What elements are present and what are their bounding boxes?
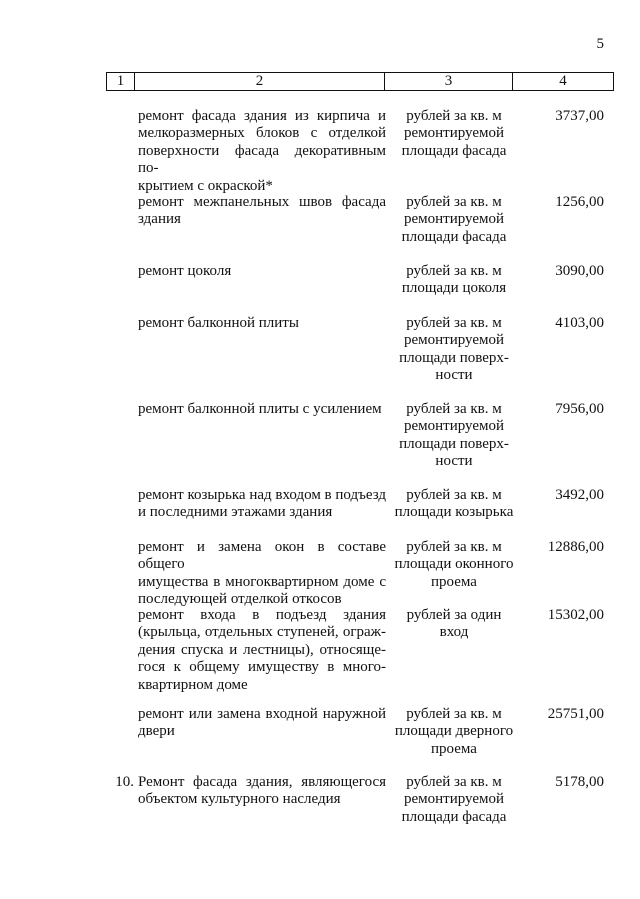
header-cell-3: 3	[385, 73, 513, 91]
description-line: ремонт межпанельных швов фасада	[138, 194, 386, 210]
unit-line: рублей за кв. м	[406, 539, 502, 555]
description-line: двери	[138, 723, 175, 740]
unit-line: ремонтируемой	[403, 332, 505, 349]
price-value: 15302,00	[547, 607, 604, 623]
unit-line: рублей за кв. м	[406, 774, 502, 790]
unit-line: ремонтируемой	[403, 791, 505, 808]
description-line: гося к общему имуществу в много-	[138, 659, 386, 676]
unit-line: площади поверх-	[399, 349, 509, 366]
work-description	[138, 401, 386, 418]
description-line: (крыльца, отдельных ступеней, ограж-	[138, 624, 386, 641]
unit-of-measure	[392, 706, 516, 758]
work-description	[138, 487, 386, 522]
description-line: ремонт или замена входной наружной	[138, 706, 386, 722]
work-description	[138, 706, 386, 741]
unit-line: площади фасада	[401, 142, 507, 159]
price-value: 1256,00	[555, 194, 604, 210]
description-line: поверхности фасада декоративным по-	[138, 142, 386, 177]
work-description	[138, 607, 386, 694]
price-value: 12886,00	[547, 539, 604, 555]
description-line: ремонт балконной плиты с усилением	[138, 401, 382, 417]
page-number: 5	[596, 36, 604, 52]
description-line: крытием с окраской*	[138, 177, 273, 194]
description-line: последующей отделкой откосов	[138, 591, 342, 608]
price-value: 3492,00	[555, 487, 604, 503]
price-value: 7956,00	[555, 401, 604, 417]
unit-line: рублей за кв. м	[406, 108, 502, 124]
unit-line: площади фасада	[401, 808, 507, 825]
description-line: дения спуска и лестницы), относяще-	[138, 641, 386, 658]
work-description	[138, 315, 386, 332]
unit-of-measure	[392, 401, 516, 471]
unit-of-measure	[392, 315, 516, 385]
unit-line: ремонтируемой	[403, 418, 505, 435]
header-cell-4: 4	[513, 73, 614, 91]
unit-line: проема	[431, 740, 477, 757]
description-line: Ремонт фасада здания, являющегося	[138, 774, 386, 790]
description-line: ремонт цоколя	[138, 263, 232, 279]
unit-line: площади поверх-	[399, 435, 509, 452]
price-value: 5178,00	[555, 774, 604, 790]
description-line: здания	[138, 211, 181, 228]
description-line: имущества в многоквартирном доме с	[138, 573, 386, 590]
work-description	[138, 194, 386, 229]
unit-line: рублей за один	[406, 607, 502, 623]
unit-line: рублей за кв. м	[406, 263, 502, 279]
unit-line: ности	[435, 453, 473, 470]
description-line: и последними этажами здания	[138, 504, 333, 521]
work-description	[138, 108, 386, 195]
unit-line: площади цоколя	[401, 280, 507, 297]
unit-of-measure	[392, 774, 516, 826]
unit-of-measure	[392, 108, 516, 160]
description-line: объектом культурного наследия	[138, 791, 341, 808]
unit-of-measure	[392, 539, 516, 591]
price-value: 3737,00	[555, 108, 604, 124]
description-line: ремонт балконной плиты	[138, 315, 299, 331]
work-description	[138, 263, 386, 280]
unit-line: ности	[435, 367, 473, 384]
price-value: 4103,00	[555, 315, 604, 331]
description-line: ремонт входа в подъезд здания	[138, 607, 386, 623]
unit-line: ремонтируемой	[403, 211, 505, 228]
description-line: ремонт и замена окон в составе общего	[138, 539, 386, 573]
unit-line: площади фасада	[401, 228, 507, 245]
unit-of-measure	[392, 194, 516, 246]
unit-line: рублей за кв. м	[406, 706, 502, 722]
price-value: 3090,00	[555, 263, 604, 279]
description-line: мелкоразмерных блоков с отделкой	[138, 125, 386, 142]
work-description	[138, 539, 386, 609]
unit-line: рублей за кв. м	[406, 401, 502, 417]
unit-line: вход	[439, 624, 469, 641]
unit-line: рублей за кв. м	[406, 315, 502, 331]
unit-of-measure	[392, 607, 516, 642]
unit-line: рублей за кв. м	[406, 194, 502, 210]
unit-of-measure	[392, 263, 516, 298]
header-cell-2: 2	[135, 73, 385, 91]
description-line: квартирном доме	[138, 676, 248, 693]
unit-line: проема	[431, 573, 477, 590]
price-value: 25751,00	[547, 706, 604, 722]
unit-of-measure	[392, 487, 516, 522]
work-description	[138, 774, 386, 809]
column-number-header	[106, 72, 614, 91]
description-line: ремонт фасада здания из кирпича и	[138, 108, 386, 124]
unit-line: площади дверного	[394, 723, 514, 740]
row-number: 10.	[115, 774, 134, 790]
unit-line: площади оконного	[394, 556, 514, 573]
header-cell-1: 1	[107, 73, 135, 91]
unit-line: рублей за кв. м	[406, 487, 502, 503]
unit-line: площади козырька	[394, 504, 514, 521]
description-line: ремонт козырька над входом в подъезд	[138, 487, 386, 503]
unit-line: ремонтируемой	[403, 125, 505, 142]
